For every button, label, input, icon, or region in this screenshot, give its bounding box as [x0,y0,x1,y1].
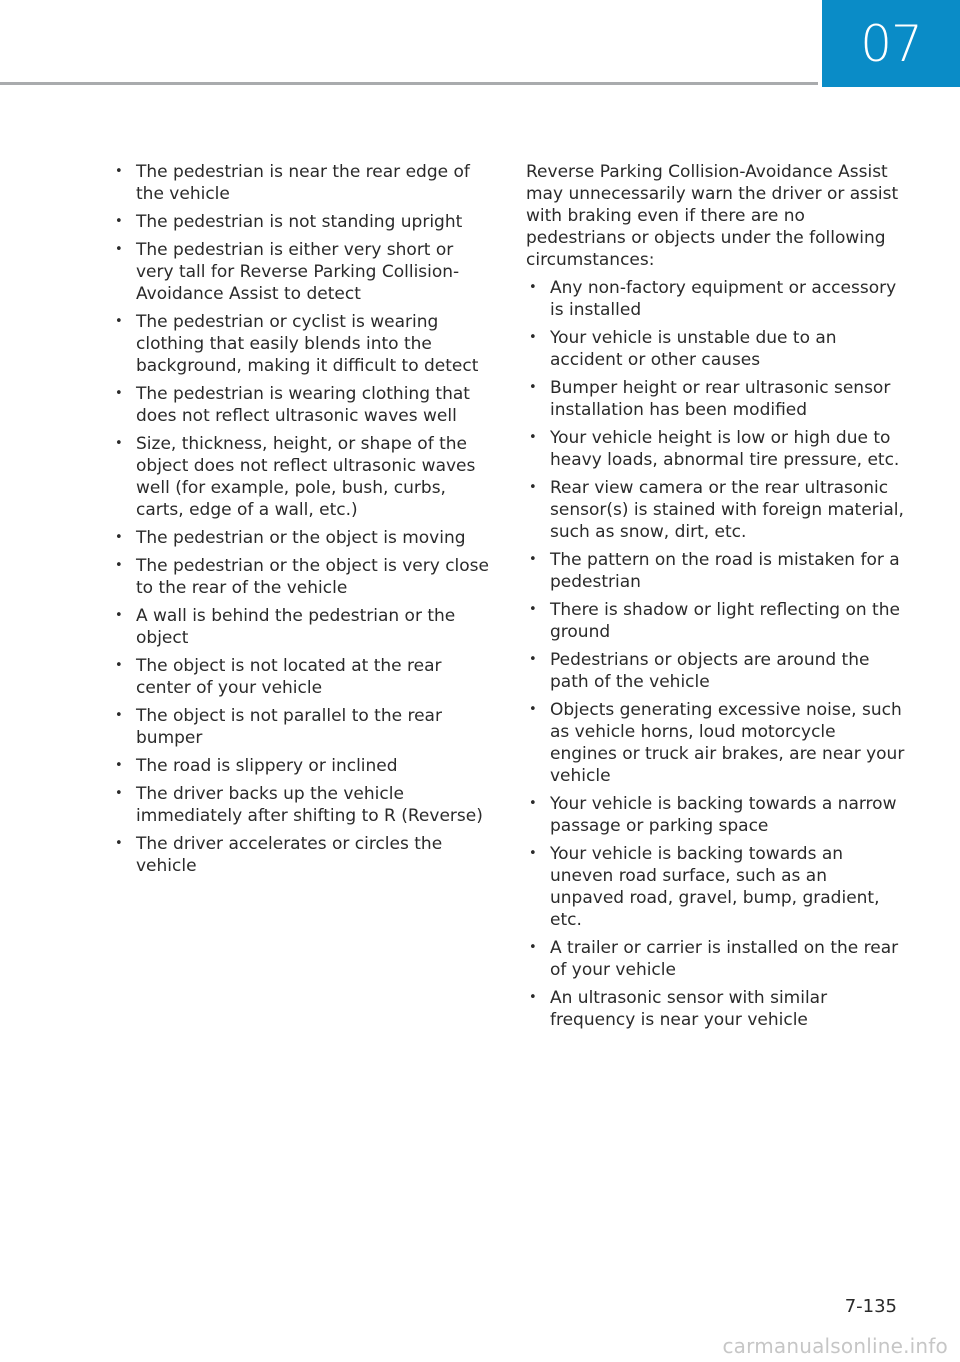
list-item-text: Your vehicle is unstable due to an accident or other causes [550,328,837,370]
bullet-icon: • [115,758,123,773]
list-item-text: The pedestrian is near the rear edge of the vehicle [136,162,470,204]
list-item-text: Pedestrians or objects are around the path of the vehicle [550,650,870,692]
list-item-text: The driver backs up the vehicle immediately after shifting to R (Reverse) [136,784,483,826]
list-item [526,649,906,693]
page-number: 7-135 [844,1296,897,1317]
list-item-text: Your vehicle height is low or high due to heavy loads, abnormal tire pressure, etc. [550,428,900,470]
list-item-text: Bumper height or rear ultrasonic sensor installation has been modified [550,378,891,420]
list-item-text: The object is not parallel to the rear bumper [136,706,442,748]
list-item-text: Rear view camera or the rear ultrasonic sensor(s) is stained with foreign material, such as snow, dirt, etc. [550,478,904,542]
bullet-icon: • [529,940,537,955]
bullet-icon: • [529,480,537,495]
bullet-icon: • [529,796,537,811]
bullet-icon: • [115,242,123,257]
list-item-text: The pedestrian is either very short or very tall for Reverse Parking Collision-Avoidance Assist to detect [136,240,460,304]
bullet-icon: • [529,430,537,445]
list-item-text: Objects generating excessive noise, such as vehicle horns, loud motorcycle engines or truck air brakes, are near your vehicle [550,700,905,786]
list-item [112,433,492,521]
left-bullet-list [112,161,492,877]
list-item-text: There is shadow or light reflecting on the ground [550,600,900,642]
bullet-icon: • [115,786,123,801]
list-item [526,549,906,593]
list-item [112,527,492,549]
left-column [112,161,492,883]
chapter-number: 07 [822,0,960,87]
list-item [112,705,492,749]
bullet-icon: • [529,702,537,717]
list-item-text: The pedestrian is wearing clothing that does not reflect ultrasonic waves well [136,384,470,426]
list-item [526,277,906,321]
list-item [112,239,492,305]
header-rule [0,82,818,85]
bullet-icon: • [529,552,537,567]
right-column [526,161,906,1037]
bullet-icon: • [529,602,537,617]
list-item-text: The road is slippery or inclined [136,756,398,776]
bullet-icon: • [529,330,537,345]
list-item [112,555,492,599]
list-item [526,477,906,543]
list-item [112,311,492,377]
list-item-text: A trailer or carrier is installed on the rear of your vehicle [550,938,899,980]
list-item-text: The driver accelerates or circles the vehicle [136,834,443,876]
bullet-icon: • [115,608,123,623]
list-item-text: The pedestrian or the object is very close to the rear of the vehicle [136,556,489,598]
bullet-icon: • [529,380,537,395]
bullet-icon: • [115,214,123,229]
list-item-text: Size, thickness, height, or shape of the object does not reflect ultrasonic waves well (for example, pole, bush, curbs, carts, edge of a wall, etc.) [136,434,476,520]
list-item [526,327,906,371]
bullet-icon: • [115,314,123,329]
list-item [526,699,906,787]
right-bullet-list [526,277,906,1031]
bullet-icon: • [115,836,123,851]
watermark[interactable]: carmanualsonline.info [722,1334,948,1358]
list-item-text: An ultrasonic sensor with similar frequency is near your vehicle [550,988,828,1030]
list-item [112,211,492,233]
bullet-icon: • [529,990,537,1005]
list-item [112,833,492,877]
bullet-icon: • [115,558,123,573]
bullet-icon: • [115,530,123,545]
list-item-text: The pattern on the road is mistaken for a pedestrian [550,550,900,592]
bullet-icon: • [115,436,123,451]
bullet-icon: • [115,164,123,179]
list-item-text: The object is not located at the rear center of your vehicle [136,656,442,698]
list-item-text: The pedestrian is not standing upright [136,212,463,232]
bullet-icon: • [115,708,123,723]
bullet-icon: • [115,386,123,401]
list-item [526,843,906,931]
list-item-text: Any non-factory equipment or accessory is installed [550,278,897,320]
list-item [112,161,492,205]
list-item [112,383,492,427]
list-item [112,605,492,649]
list-item-text: Your vehicle is backing towards a narrow passage or parking space [550,794,897,836]
bullet-icon: • [529,280,537,295]
list-item [112,783,492,827]
bullet-icon: • [115,658,123,673]
list-item [526,987,906,1031]
intro-paragraph: Reverse Parking Collision-Avoidance Assist may unnecessarily warn the driver or assist with braking even if there are no pedestrians or objects under the following circumstances: [526,162,899,270]
list-item [526,377,906,421]
bullet-icon: • [529,846,537,861]
list-item [526,793,906,837]
list-item [112,755,492,777]
list-item-text: Your vehicle is backing towards an uneven road surface, such as an unpaved road, gravel, bump, gradient, etc. [550,844,880,930]
list-item [112,655,492,699]
list-item [526,599,906,643]
bullet-icon: • [529,652,537,667]
list-item-text: The pedestrian or the object is moving [136,528,466,548]
list-item-text: A wall is behind the pedestrian or the object [136,606,456,648]
list-item [526,427,906,471]
list-item-text: The pedestrian or cyclist is wearing clothing that easily blends into the background, making it difficult to detect [136,312,479,376]
list-item [526,937,906,981]
